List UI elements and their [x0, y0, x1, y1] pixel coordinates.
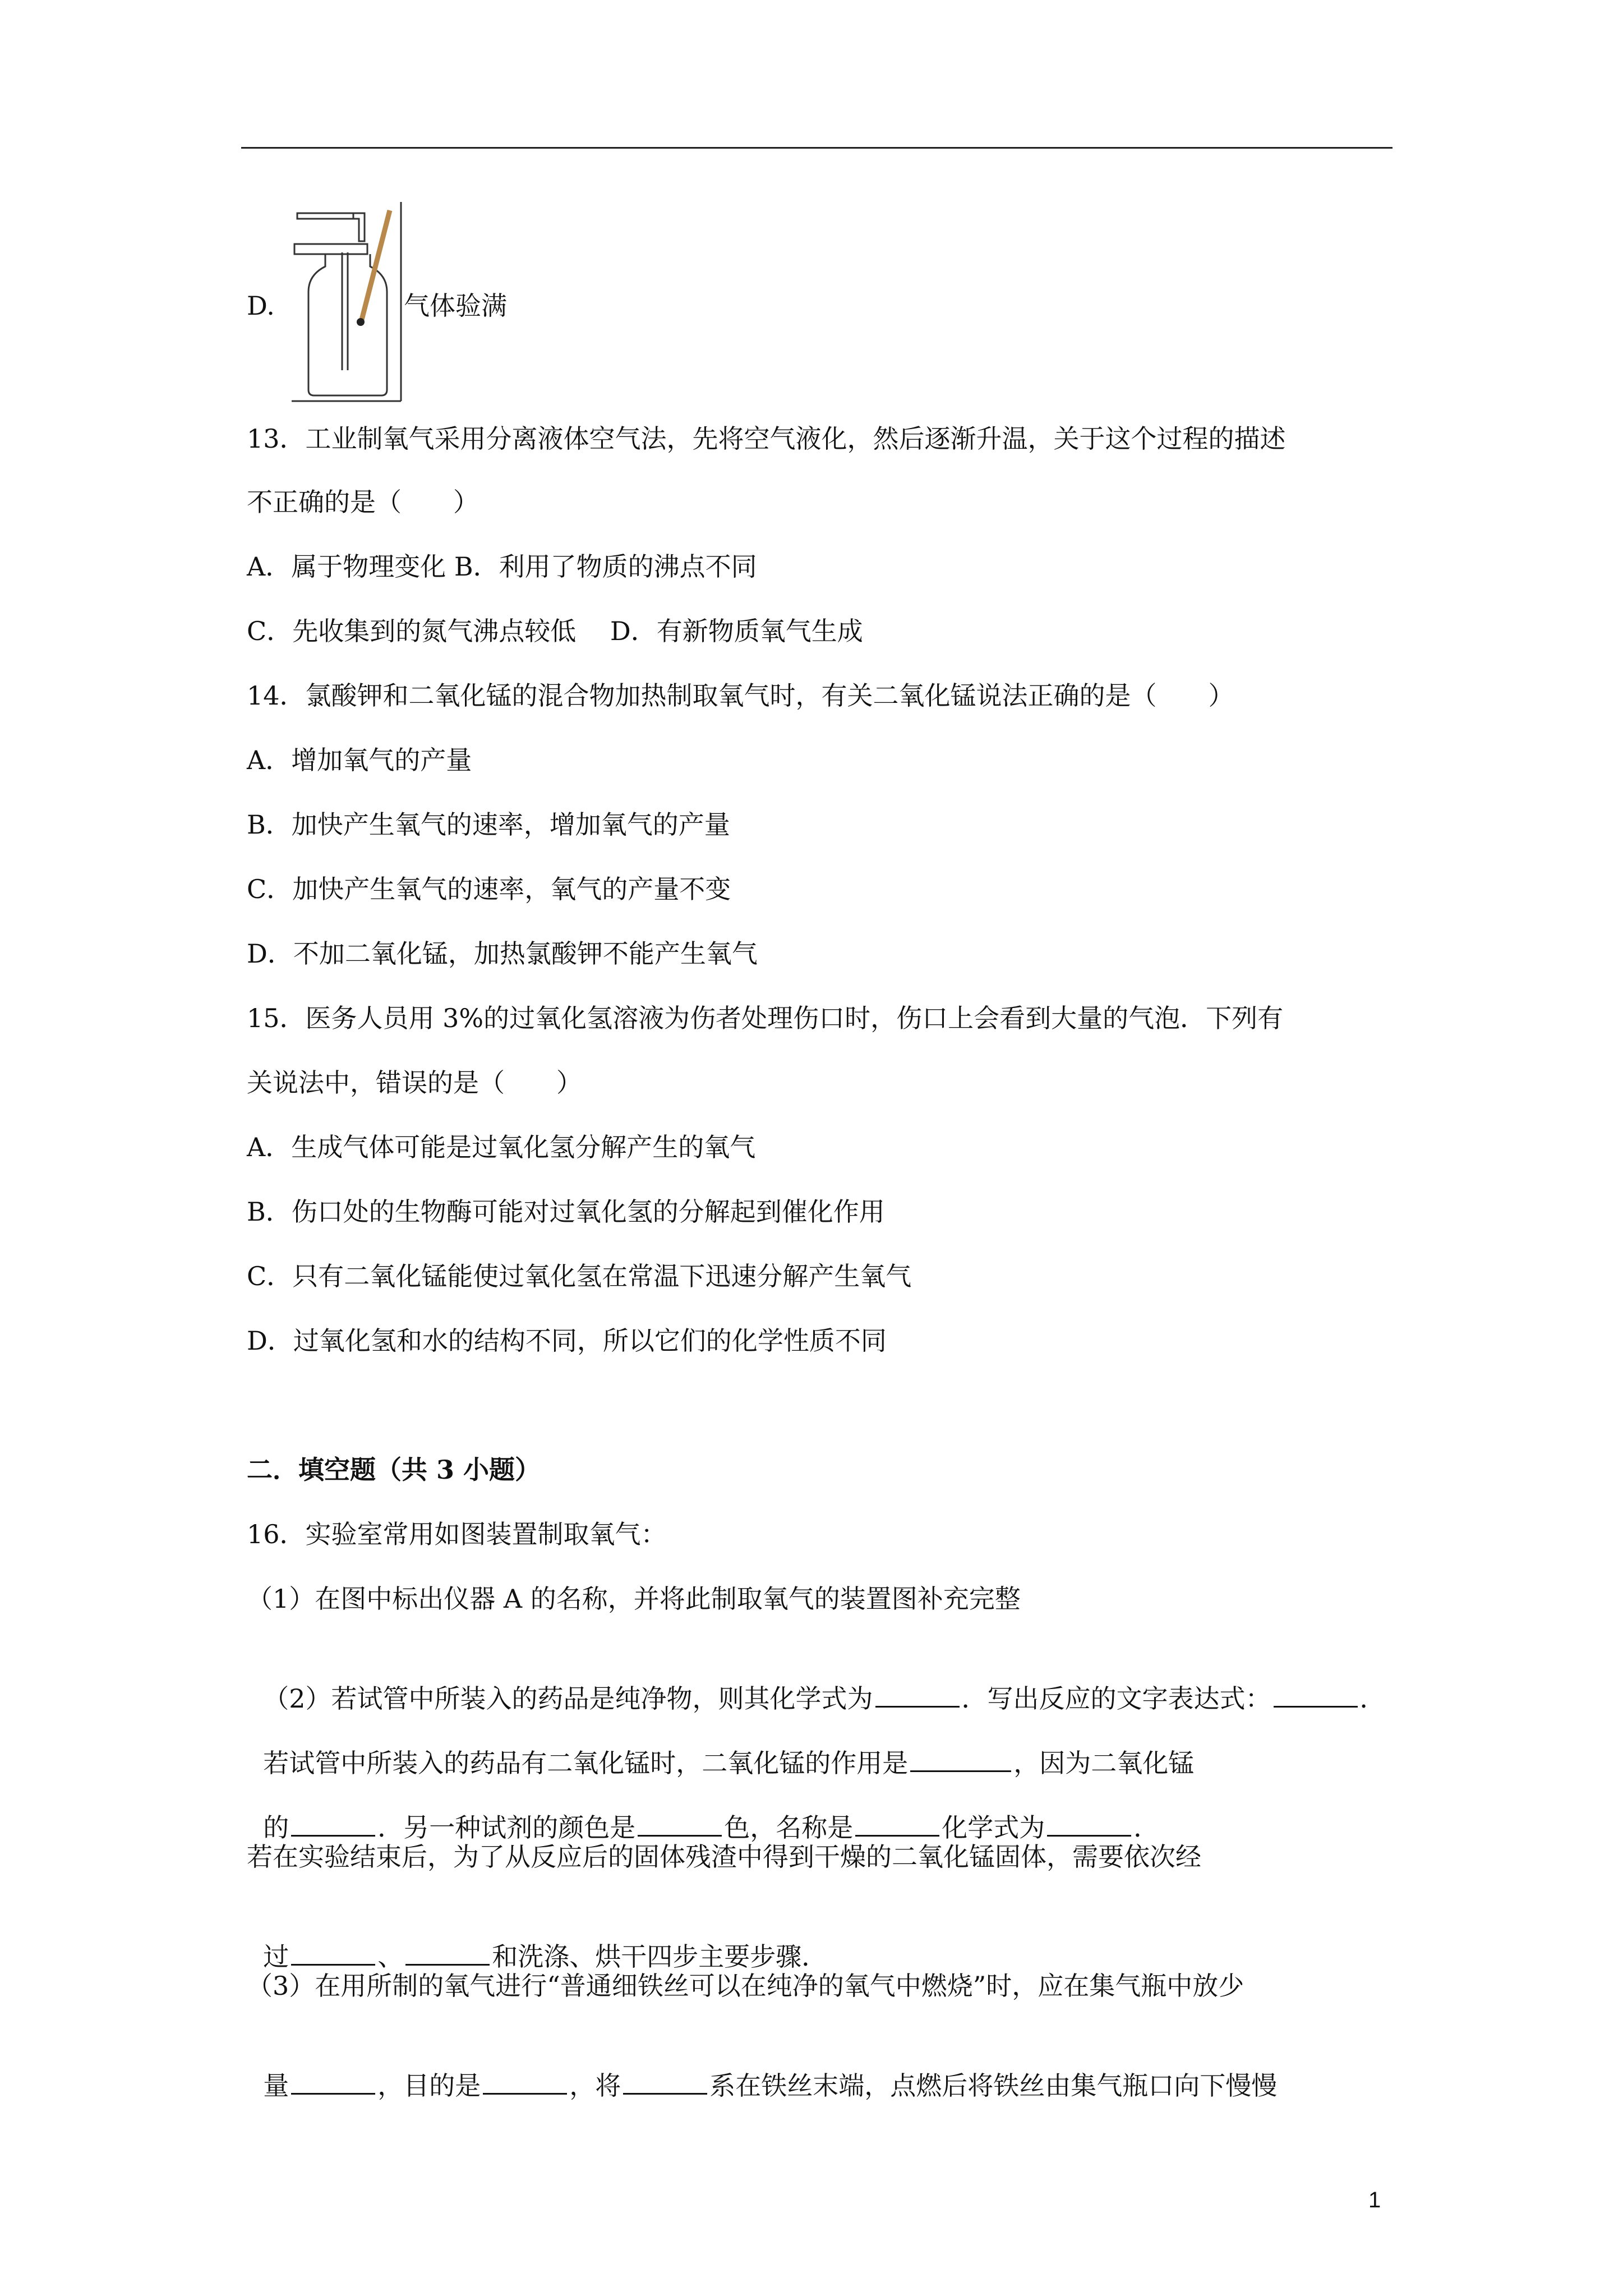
answer-blank[interactable]: [910, 1745, 1011, 1772]
answer-blank[interactable]: [638, 1809, 722, 1837]
q16-part3-line2: [247, 2033, 1277, 2102]
q16-part2-m: 、: [377, 1941, 404, 1972]
q16-part2-f: 的: [263, 1812, 289, 1843]
q14-option-a: A．增加氧气的产量: [247, 745, 472, 775]
q16-part2-line5: [247, 1904, 827, 1973]
q16-part3-e: 系在铁丝末端，点燃后将铁丝由集气瓶口向下慢慢: [709, 2070, 1278, 2101]
answer-blank[interactable]: [291, 2067, 375, 2095]
gas-bottle-figure: [286, 202, 409, 404]
q16-part2-e: ，因为二氧化锰: [1013, 1748, 1195, 1778]
q16-stem: 16．实验室常用如图装置制取氧气：: [247, 1519, 667, 1549]
q16-part2-g: ．另一种试剂的颜色是: [377, 1812, 636, 1843]
q15-option-a: A．生成气体可能是过氧化氢分解产生的氧气: [247, 1132, 756, 1162]
q14-option-d: D．不加二氧化锰，加热氯酸钾不能产生氧气: [247, 938, 758, 969]
q16-part3-c: ，目的是: [377, 2070, 481, 2101]
q16-part2-d: 若试管中所装入的药品有二氧化锰时，二氧化锰的作用是: [263, 1748, 909, 1778]
q14-stem: 14．氯酸钾和二氧化锰的混合物加热制取氧气时，有关二氧化锰说法正确的是（ ）: [247, 680, 1234, 711]
section2-title: 二．填空题（共 3 小题）: [247, 1455, 541, 1485]
q16-part2-j: ．: [1133, 1812, 1160, 1843]
q16-part3-a: （3）在用所制的氧气进行“普通细铁丝可以在纯净的氧气中燃烧”时，应在集气瓶中放少: [247, 1971, 1244, 2001]
answer-blank[interactable]: [875, 1680, 960, 1708]
q16-part2-h: 色，名称是: [724, 1812, 854, 1843]
q16-part3-b: 量: [263, 2070, 289, 2101]
q16-part3-d: ，将: [569, 2070, 621, 2101]
q15-option-b: B．伤口处的生物酶可能对过氧化氢的分解起到催化作用: [247, 1197, 885, 1227]
q16-part2-line1: [247, 1646, 1386, 1715]
q16-part2-b: ．写出反应的文字表达式：: [961, 1683, 1271, 1714]
q12-option-d-text: 气体验满: [404, 291, 507, 321]
q16-part2-i: 化学式为: [942, 1812, 1045, 1843]
q15-option-c: C．只有二氧化锰能使过氧化氢在常温下迅速分解产生氧气: [247, 1261, 912, 1291]
header-rule: [241, 147, 1393, 149]
answer-blank[interactable]: [623, 2067, 707, 2095]
answer-blank[interactable]: [1274, 1680, 1358, 1708]
q16-part2-l: 过: [263, 1941, 289, 1972]
q16-part2-a: （2）若试管中所装入的药品是纯净物，则其化学式为: [263, 1683, 873, 1714]
q15-stem-line2: 关说法中，错误的是（ ）: [247, 1068, 582, 1098]
q12-option-d-label: D.: [247, 291, 275, 321]
answer-blank[interactable]: [291, 1809, 375, 1837]
q15-option-d: D．过氧化氢和水的结构不同，所以它们的化学性质不同: [247, 1326, 887, 1356]
page-number: 1: [1368, 2188, 1381, 2212]
q16-part2-c: ．: [1359, 1683, 1386, 1714]
answer-blank[interactable]: [483, 2067, 567, 2095]
q13-options-line2: C．先收集到的氮气沸点较低 D．有新物质氧气生成: [247, 616, 863, 646]
answer-blank[interactable]: [855, 1809, 939, 1837]
q14-option-c: C．加快产生氧气的速率，氧气的产量不变: [247, 874, 731, 904]
q13-stem-line2: 不正确的是（ ）: [247, 487, 479, 517]
q13-options-line1: A．属于物理变化 B．利用了物质的沸点不同: [247, 551, 757, 582]
q16-part1: （1）在图中标出仪器 A 的名称，并将此制取氧气的装置图补充完整: [247, 1584, 1021, 1614]
q16-part2-line2: [247, 1711, 1194, 1780]
q16-part2-k: 若在实验结束后，为了从反应后的固体残渣中得到干燥的二氧化锰固体，需要依次经: [247, 1842, 1201, 1872]
q16-part2-line3: [247, 1775, 1159, 1844]
q16-part2-n: 和洗涤、烘干四步主要步骤．: [492, 1941, 828, 1972]
answer-blank[interactable]: [291, 1938, 375, 1966]
q13-stem-line1: 13．工业制氧气采用分离液体空气法，先将空气液化，然后逐渐升温，关于这个过程的描述: [247, 424, 1286, 454]
q14-option-b: B．加快产生氧气的速率，增加氧气的产量: [247, 809, 730, 840]
answer-blank[interactable]: [405, 1938, 490, 1966]
answer-blank[interactable]: [1047, 1809, 1131, 1837]
q15-stem-line1: 15．医务人员用 3%的过氧化氢溶液为伤者处理伤口时，伤口上会看到大量的气泡．下列有: [247, 1003, 1284, 1033]
